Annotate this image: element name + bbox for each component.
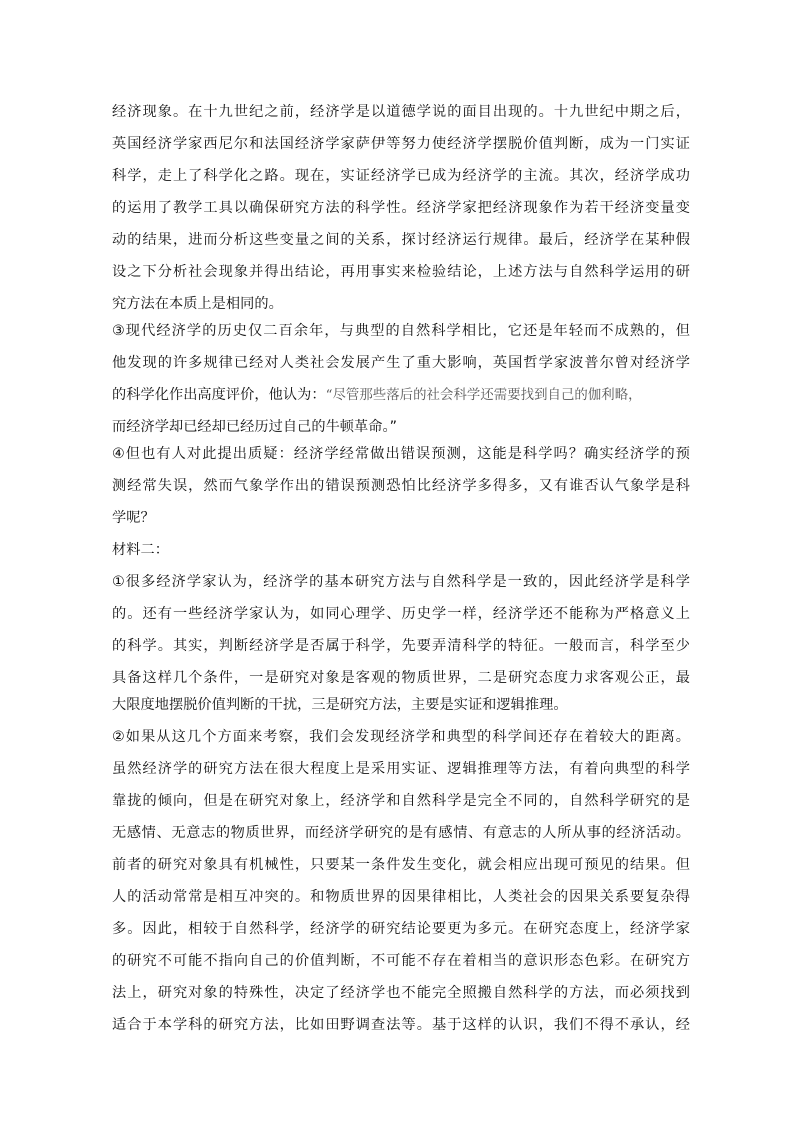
text-line: 他发现的许多规律已经对人类社会发展产生了重大影响，英国哲学家波普尔曾对经济学 [112,355,690,371]
text-line: 具备这样几个条件，一是研究对象是客观的物质世界，二是研究态度力求客观公正，最 [112,670,690,686]
quote-text: “尽管那些落后的社会科学还需要找到自己的伽利略， [325,388,642,403]
text-line: 经济现象。在十九世纪之前，经济学是以道德学说的面目出现的。十九世纪中期之后， [112,104,690,120]
text-line: 学呢？ [112,510,155,526]
text-line: 动的结果，进而分析这些变量之间的关系，探讨经济运行规律。最后，经济学在某种假 [112,232,690,248]
quote-end-line: 而经济学却已经却已经历过自己的牛顿革命。” [112,419,398,435]
text-line: 设之下分析社会现象并得出结论，再用事实来检验结论，上述方法与自然科学运用的研 [112,264,690,280]
text-line: 靠拢的倾向，但是在研究对象上，经济学和自然科学是完全不同的，自然科学研究的是 [112,793,690,809]
text-line: 法上，研究对象的特殊性，决定了经济学也不能完全照搬自然科学的方法，而必须找到 [112,985,690,1001]
section-heading: 材料二： [112,542,169,558]
text-line: 虽然经济学的研究方法在很大程度上是采用实证、逻辑推理等方法，有着向典型的科学 [112,761,690,777]
paragraph-3-line: ③现代经济学的历史仅二百余年，与典型的自然科学相比，它还是年轻而不成熟的，但 [112,323,690,339]
text-line: 的。还有一些经济学家认为，如同心理学、历史学一样，经济学还不能称为严格意义上 [112,606,690,622]
text-line [112,385,690,405]
text-line: 多。因此，相较于自然科学，经济学的研究结论要更为多元。在研究态度上，经济学家 [112,921,690,937]
paragraph-1-line: ①很多经济学家认为，经济学的基本研究方法与自然科学是一致的，因此经济学是科学 [112,574,690,590]
text-line: 人的活动常常是相互冲突的。和物质世界的因果律相比，人类社会的因果关系要复杂得 [112,889,690,905]
text-line: 无感情、无意志的物质世界，而经济学研究的是有感情、有意志的人所从事的经济活动。 [112,825,690,841]
text-line: 适合于本学科的研究方法，比如田野调查法等。基于这样的认识，我们不得不承认，经 [112,1017,690,1033]
text-line: 前者的研究对象具有机械性，只要某一条件发生变化，就会相应出现可预见的结果。但 [112,857,690,873]
text-line: 的研究不可能不指向自己的价值判断，不可能不存在着相当的意识形态色彩。在研究方 [112,953,690,969]
paragraph-2-line: ②如果从这几个方面来考察，我们会发现经济学和典型的科学间还存在着较大的距离。 [112,729,690,745]
text-line: 科学，走上了科学化之路。现在，实证经济学已成为经济学的主流。其次，经济学成功 [112,168,690,184]
text-line: 的运用了教学工具以确保研究方法的科学性。经济学家把经济现象作为若干经济变量变 [112,200,690,216]
text-line: 英国经济学家西尼尔和法国经济学家萨伊等努力使经济学摆脱价值判断，成为一门实证 [112,136,690,152]
text-line: 大限度地摆脱价值判断的干扰，三是研究方法，主要是实证和逻辑推理。 [112,697,568,713]
text-line: 究方法在本质上是相同的。 [112,296,283,312]
text-line: 的科学。其实，判断经济学是否属于科学，先要弄清科学的特征。一般而言，科学至少 [112,638,690,654]
paragraph-4-line: ④但也有人对此提出质疑：经济学经常做出错误预测，这能是科学吗？确实经济学的预 [112,446,690,462]
quote-intro: 的科学化作出高度评价，他认为： [112,387,326,403]
text-line: 测经常失误，然而气象学作出的错误预测恐怕比经济学多得多，又有谁否认气象学是科 [112,478,690,494]
